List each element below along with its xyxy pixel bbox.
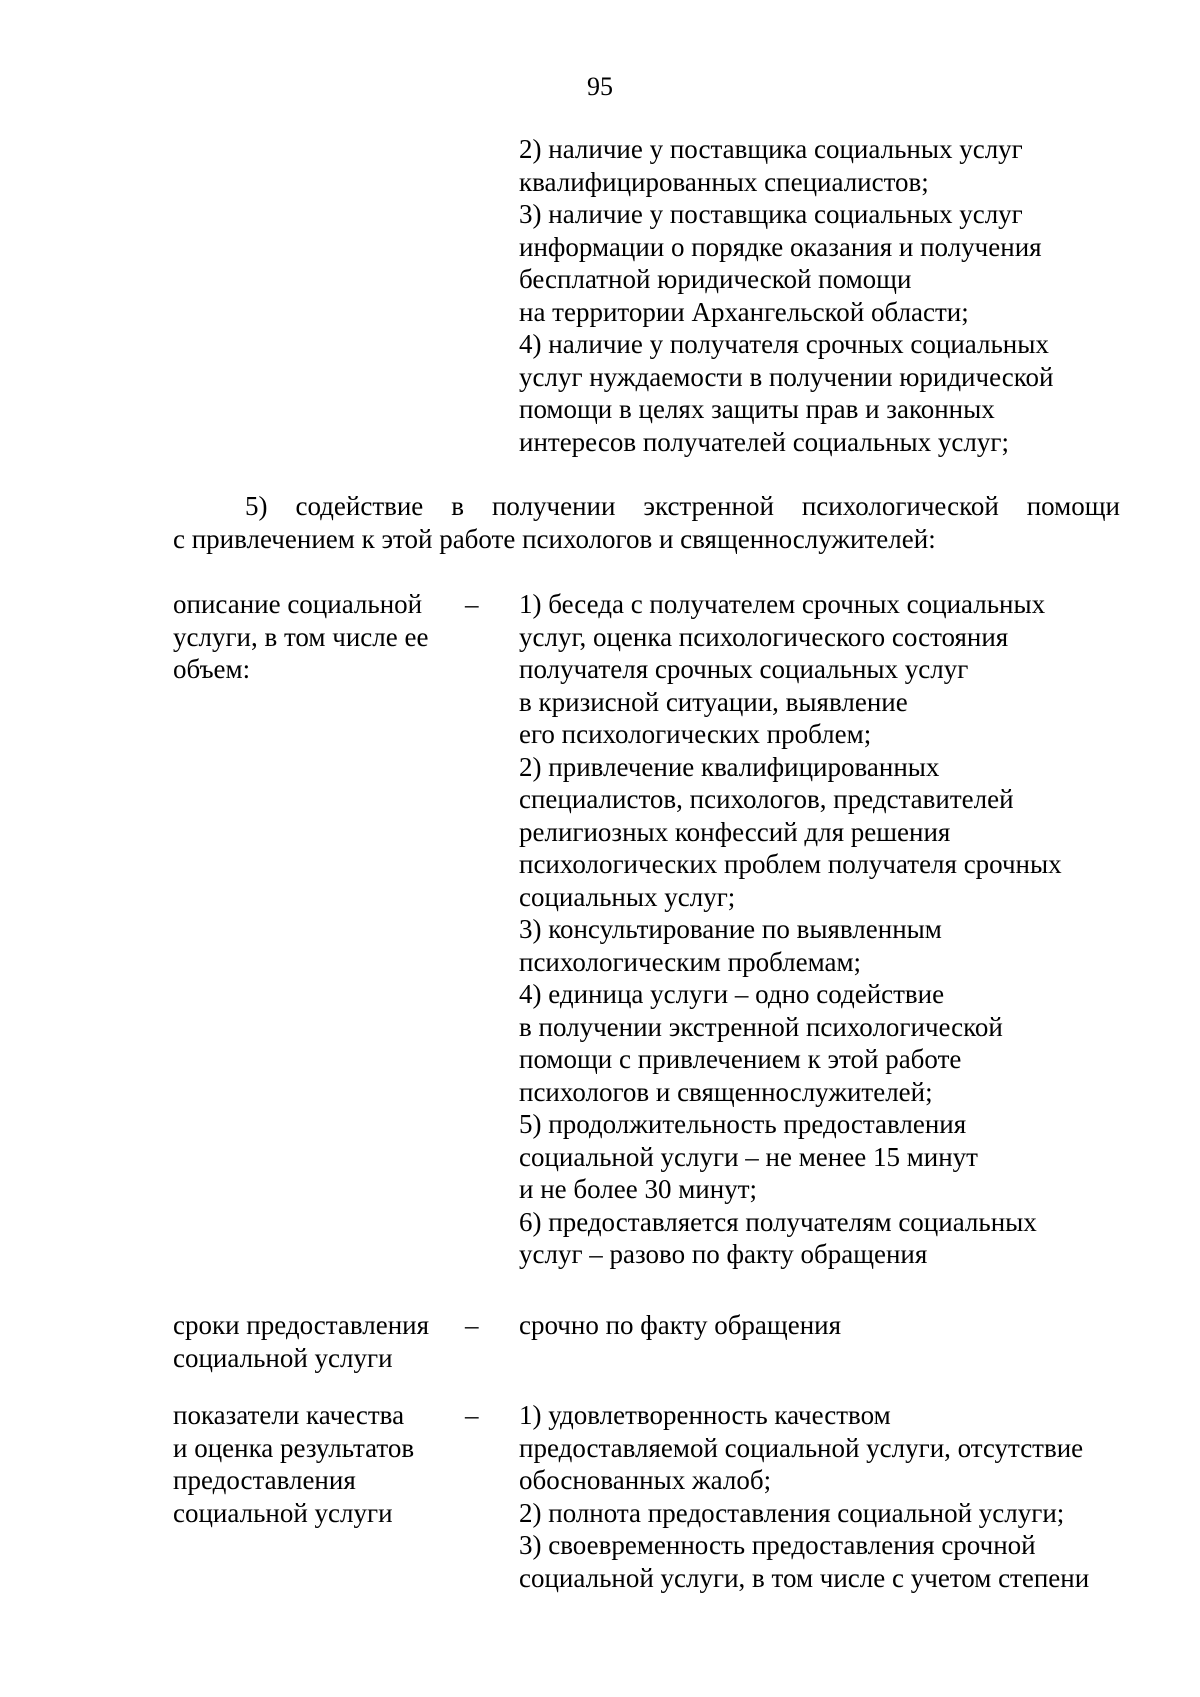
text-line: психологическим проблемам; [519,946,862,977]
text-line: на территории Архангельской области; [519,296,969,327]
page-number: 95 [587,72,613,101]
text-line: 4) наличие у получателя срочных социальных [519,329,1049,359]
text-line: 5) содействие в получении экстренной психологической помощи [245,491,1120,521]
row-value [519,588,1139,1271]
continued-criteria-list [519,133,1139,458]
text-line: 3) наличие у поставщика социальных услуг [519,199,1023,229]
text-line: помощи с привлечением к этой работе [519,1044,962,1074]
text-line: обоснованных жалоб; [519,1465,772,1495]
text-line: 4) единица услуги – одно содействие [519,979,945,1009]
text-line: религиозных конфессий для решения [519,816,951,847]
text-line: объем: [173,654,251,684]
dash-symbol: – [465,589,479,619]
row-label [173,588,458,686]
text-line: информации о порядке оказания и получения [519,231,1042,262]
section-heading-paragraph [173,490,1120,555]
text-line: социальных услуг; [519,881,736,912]
text-line: 3) консультирование по выявленным [519,914,942,944]
row-dash [465,1309,495,1342]
text-line: 6) предоставляется получателям социальных [519,1206,1037,1237]
text-line: его психологических проблем; [519,719,872,749]
text-line: 1) беседа с получателем срочных социальных [519,589,1046,619]
text-line: услуг, оценка психологического состояния [519,621,1009,652]
text-line: социальной услуги [173,1497,393,1528]
row-value [519,1399,1139,1594]
dash-symbol: – [465,1310,479,1340]
text-line: в получении экстренной психологической [519,1011,1003,1042]
text-line: специалистов, психологов, представителей [519,784,1014,814]
text-line: помощи в целях защиты прав и законных [519,394,995,424]
text-line: социальной услуги [173,1342,393,1373]
text-line: 5) продолжительность предоставления [519,1109,967,1139]
dash-symbol: – [465,1400,479,1430]
row-label [173,1399,458,1529]
row-dash [465,588,495,621]
text-line: с привлечением к этой работе психологов и священнослужителей: [173,523,936,554]
text-line: предоставляемой социальной услуги, отсутствие [519,1432,1084,1463]
text-line: бесплатной юридической помощи [519,264,912,294]
text-line: предоставления [173,1465,356,1495]
text-line: описание социальной [173,589,423,619]
text-line: 2) наличие у поставщика социальных услуг [519,134,1023,164]
text-line: психологических проблем получателя срочных [519,849,1062,879]
text-line: психологов и священнослужителей; [519,1076,933,1107]
text-line: 2) привлечение квалифицированных [519,751,940,782]
row-value [519,1309,1139,1342]
text-line: услуг – разово по факту обращения [519,1239,928,1269]
text-line: интересов получателей социальных услуг; [519,426,1009,457]
text-line: и оценка результатов [173,1432,415,1463]
text-line: показатели качества [173,1400,405,1430]
text-line: квалифицированных специалистов; [519,166,929,197]
text-line: услуги, в том числе ее [173,621,429,652]
text-line: и не более 30 минут; [519,1174,757,1204]
text-line: получателя срочных социальных услуг [519,654,969,684]
row-dash [465,1399,495,1432]
text-line: услуг нуждаемости в получении юридической [519,361,1054,392]
row-label [173,1309,458,1374]
text-line: в кризисной ситуации, выявление [519,686,908,717]
text-line: социальной услуги – не менее 15 минут [519,1141,978,1172]
text-line: 2) полнота предоставления социальной услуги; [519,1497,1065,1528]
text-line: социальной услуги, в том числе с учетом степени [519,1562,1090,1593]
text-line: 3) своевременность предоставления срочной [519,1530,1036,1560]
text-line: 1) удовлетворенность качеством [519,1400,891,1430]
text-line: срочно по факту обращения [519,1310,842,1340]
text-line: сроки предоставления [173,1310,430,1340]
